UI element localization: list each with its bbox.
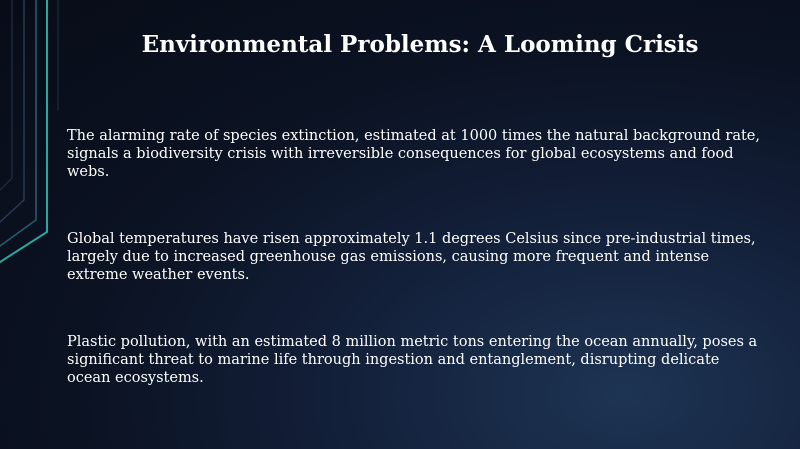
slide-title: Environmental Problems: A Looming Crisis (141, 31, 699, 58)
paragraph-plastic-pollution: Plastic pollution, with an estimated 8 million metric tons entering the ocean annually, poses a significant threat to marine life through ingestion and entanglement, disrupting delicate ocean ecosystems. (67, 334, 758, 386)
paragraph-species-extinction: The alarming rate of species extinction, estimated at 1000 times the natural background rate, signals a biodiversity crisis with irreversible consequences for global ecosystems and food webs. (67, 128, 760, 180)
paragraph-global-temperatures: Global temperatures have risen approximately 1.1 degrees Celsius since pre-industrial times, largely due to increased greenhouse gas emissions, causing more frequent and intense extreme weather events. (67, 231, 756, 283)
